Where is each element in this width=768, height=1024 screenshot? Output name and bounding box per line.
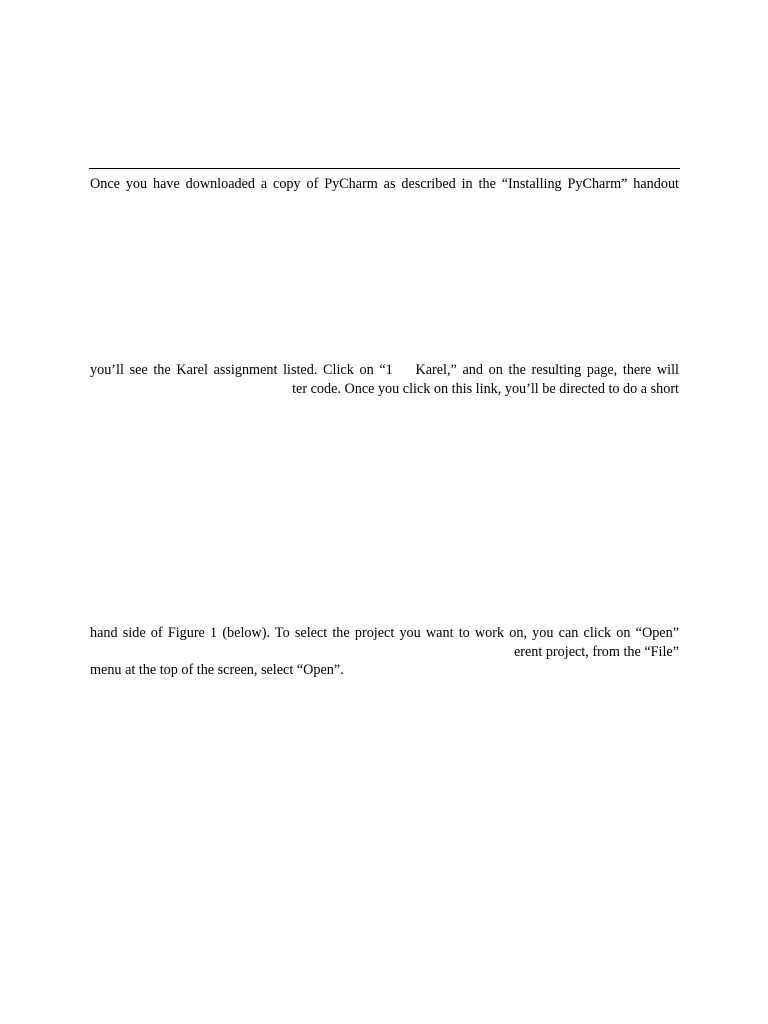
paragraph-3-line-1: hand side of Figure 1 (below). To select the project you want to work on, you can click on “Open” — [90, 625, 679, 641]
horizontal-rule — [89, 168, 680, 169]
paragraph-1-line-1: Once you have downloaded a copy of PyCharm as described in the “Installing PyCharm” handout — [90, 176, 679, 192]
paragraph-3-line-2: erent project, from the “File” — [513, 644, 679, 660]
paragraph-3-line-3: menu at the top of the screen, select “Open”. — [90, 662, 344, 678]
paragraph-2-line-1: you’ll see the Karel assignment listed. Click on “1 Karel,” and on the resulting page, there will — [90, 362, 679, 378]
paragraph-2-line-2: ter code. Once you click on this link, you’ll be directed to do a short — [292, 381, 679, 397]
